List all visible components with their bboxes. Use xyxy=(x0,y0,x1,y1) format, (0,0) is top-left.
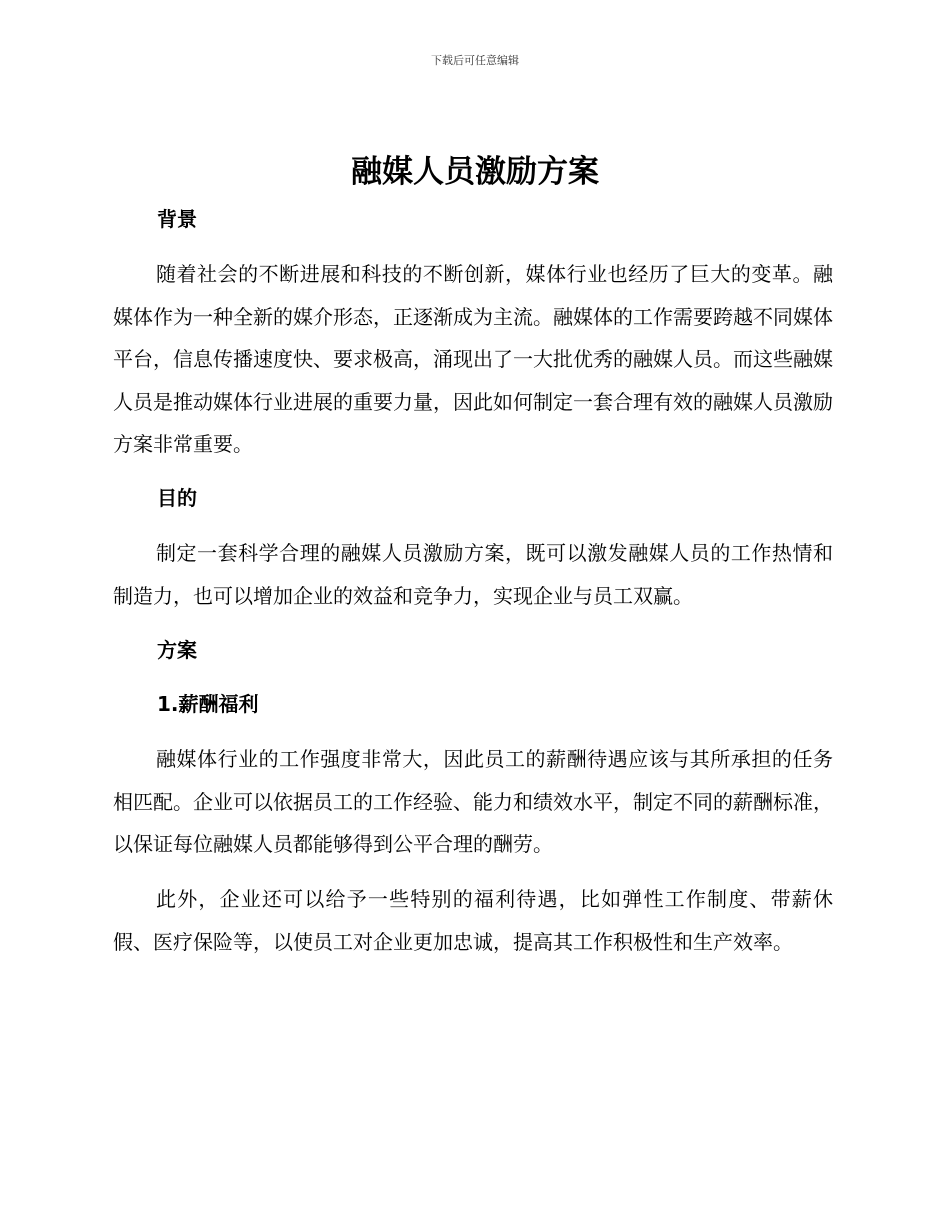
document-title: 融媒人员激励方案 xyxy=(351,154,599,190)
section-heading-background: 背景 xyxy=(157,207,197,231)
paragraph-purpose: 制定一套科学合理的融媒人员激励方案，既可以激发融媒人员的工作热情和制造力，也可以增加企业的效益和竞争力，实现企业与员工双赢。 xyxy=(113,541,833,608)
page-header-note: 下载后可任意编辑 xyxy=(431,54,519,67)
paragraph-background: 随着社会的不断进展和科技的不断创新，媒体行业也经历了巨大的变革。融媒体作为一种全新的媒介形态，正逐渐成为主流。融媒体的工作需要跨越不同媒体平台，信息传播速度快、要求极高，涌现出了一大批优秀的融媒人员。而这些融媒人员是推动媒体行业进展的重要力量，因此如何制定一套合理有效的融媒人员激励方案非常重要。 xyxy=(113,262,833,456)
paragraph-salary-2: 此外，企业还可以给予一些特别的福利待遇，比如弹性工作制度、带薪休假、医疗保险等，以使员工对企业更加忠诚，提高其工作积极性和生产效率。 xyxy=(113,887,833,954)
section-heading-purpose: 目的 xyxy=(157,486,197,510)
subheading-salary-benefits: 1.薪酬福利 xyxy=(157,692,259,716)
paragraph-salary-1: 融媒体行业的工作强度非常大，因此员工的薪酬待遇应该与其所承担的任务相匹配。企业可以依据员工的工作经验、能力和绩效水平，制定不同的薪酬标准，以保证每位融媒人员都能够得到公平合理的酬劳。 xyxy=(113,747,833,856)
section-heading-plan: 方案 xyxy=(157,638,197,662)
